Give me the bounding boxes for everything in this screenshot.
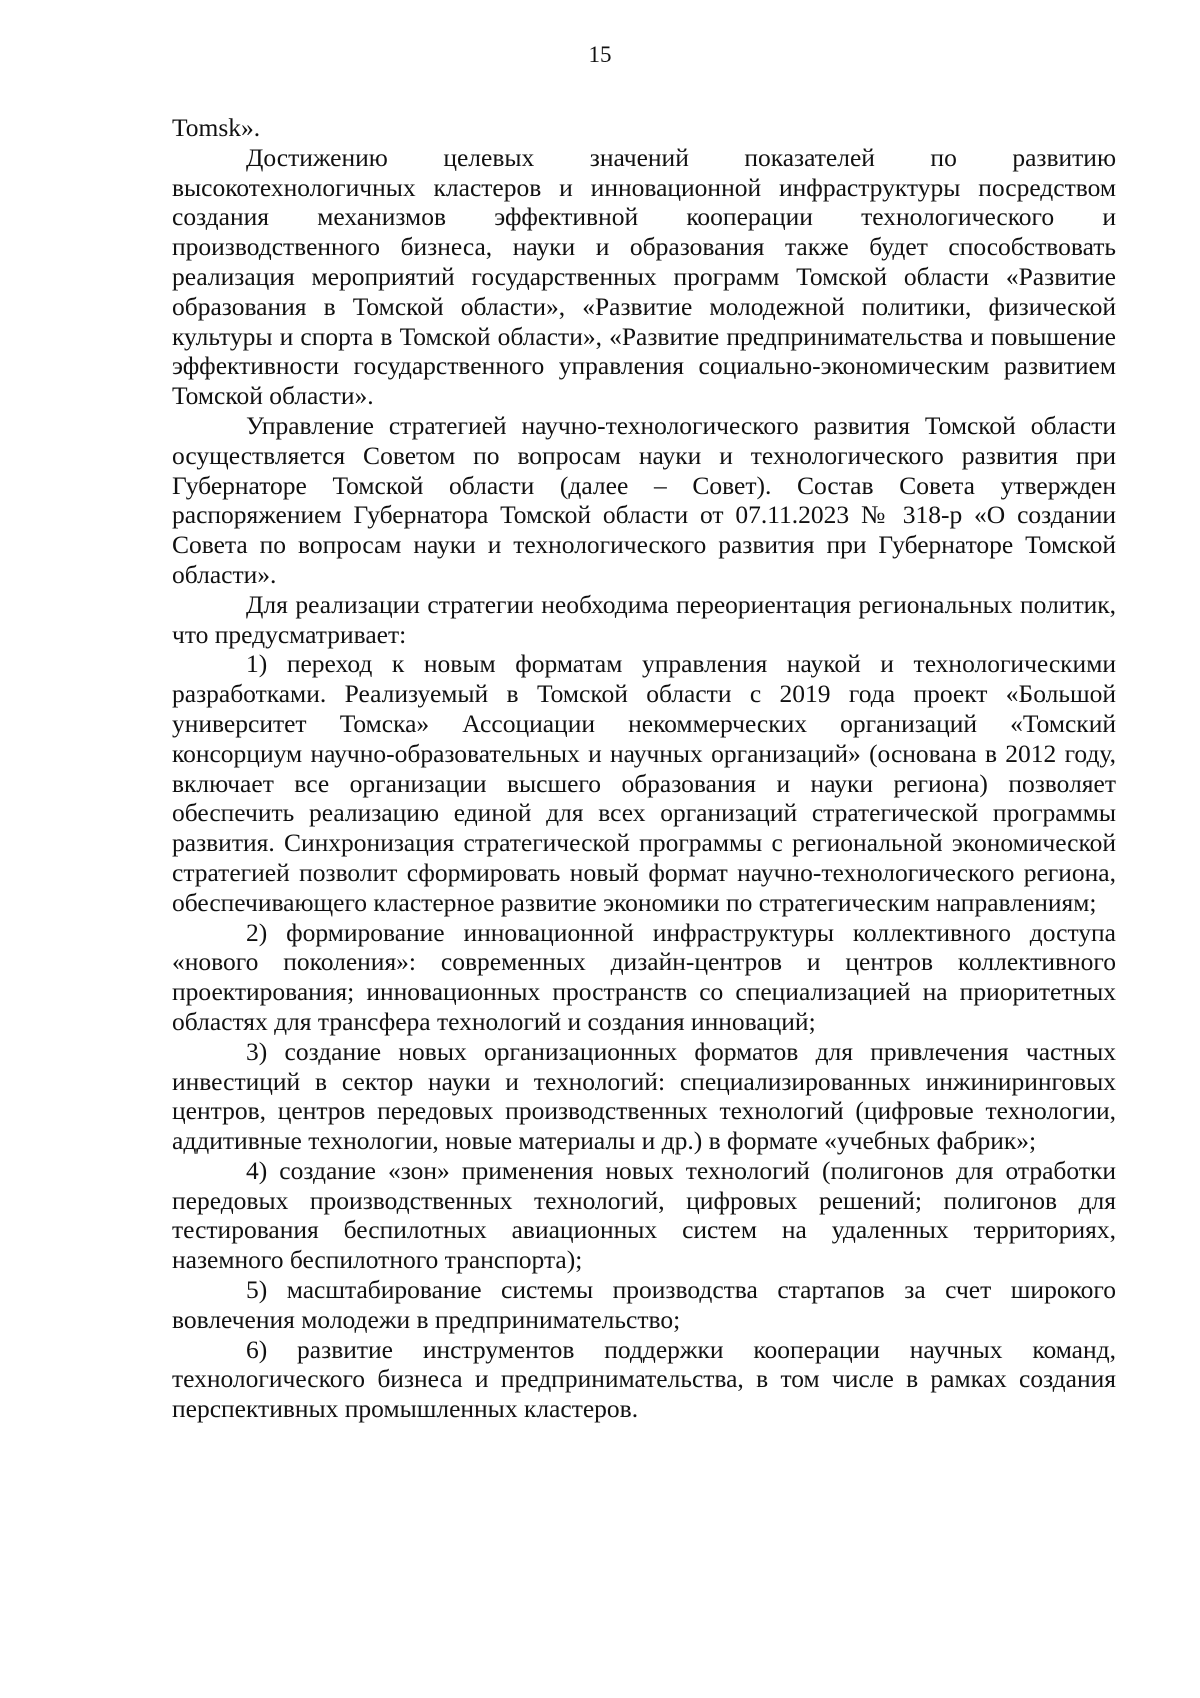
paragraph-policy-reorientation: Для реализации стратегии необходима переориентация региональных политик, что предусматривает: [172, 589, 1116, 649]
paragraph-continuation: Tomsk». [172, 113, 261, 142]
page-number: 15 [588, 42, 612, 67]
list-item-5: 5) масштабирование системы производства стартапов за счет широкого вовлечения молодежи в предпринимательство; [172, 1275, 1116, 1334]
list-item-2: 2) формирование инновационной инфраструктуры коллективного доступа «нового поколения»: современных дизайн-центров и центров коллективного проектирования; инновационных пространств со специализацией на приоритетных областях для трансфера технологий и создания инноваций; [172, 917, 1116, 1036]
list-item-6: 6) развитие инструментов поддержки кооперации научных команд, технологического бизнеса и предпринимательства, в том числе в рамках создания перспективных промышленных кластеров. [172, 1334, 1116, 1424]
list-item-1: 1) переход к новым форматам управления наукой и технологическими разработками. Реализуемый в Томской области с 2019 года проект «Большой университет Томска» Ассоциации некоммерческих организаций «Томский консорциум научно-образовательных и научных организаций» (основана в 2012 году, включает все организации высшего образования и науки региона) позволяет обеспечить реализацию единой для всех организаций стратегической программы развития. Синхронизация стратегической программы с региональной экономической стратегией позволит сформировать новый формат научно-технологического региона, обеспечивающего кластерное развитие экономики по стратегическим направлениям; [172, 649, 1116, 917]
paragraph-target-indicators: Достижению целевых значений показателей по развитию высокотехнологичных кластеров и инновационной инфраструктуры посредством создания механизмов эффективной кооперации технологического и производственного бизнеса, науки и образования также будет способствовать реализация мероприятий государственных программ Томской области «Развитие образования в Томской области», «Развитие молодежной политики, физической культуры и спорта в Томской области», «Развитие предпринимательства и повышение эффективности государственного управления социально-экономическим развитием Томской области». [172, 142, 1116, 411]
list-item-4: 4) создание «зон» применения новых технологий (полигонов для отработки передовых производственных технологий, цифровых решений; полигонов для тестирования беспилотных авиационных систем на удаленных территориях, наземного беспилотного транспорта); [172, 1155, 1116, 1275]
document-body [172, 113, 1116, 1424]
list-item-3: 3) создание новых организационных форматов для привлечения частных инвестиций в сектор науки и технологий: специализированных инжиниринговых центров, центров передовых производственных технологий (цифровые технологии, аддитивные технологии, новые материалы и др.) в формате «учебных фабрик»; [172, 1036, 1116, 1156]
paragraph-strategy-management: Управление стратегией научно-технологического развития Томской области осуществляется Советом по вопросам науки и технологического развития при Губернаторе Томской области (далее – Совет). Состав Совета утвержден распоряжением Губернатора Томской области от 07.11.2023 № 318-р «О создании Совета по вопросам науки и технологического развития при Губернаторе Томской области». [172, 410, 1116, 589]
